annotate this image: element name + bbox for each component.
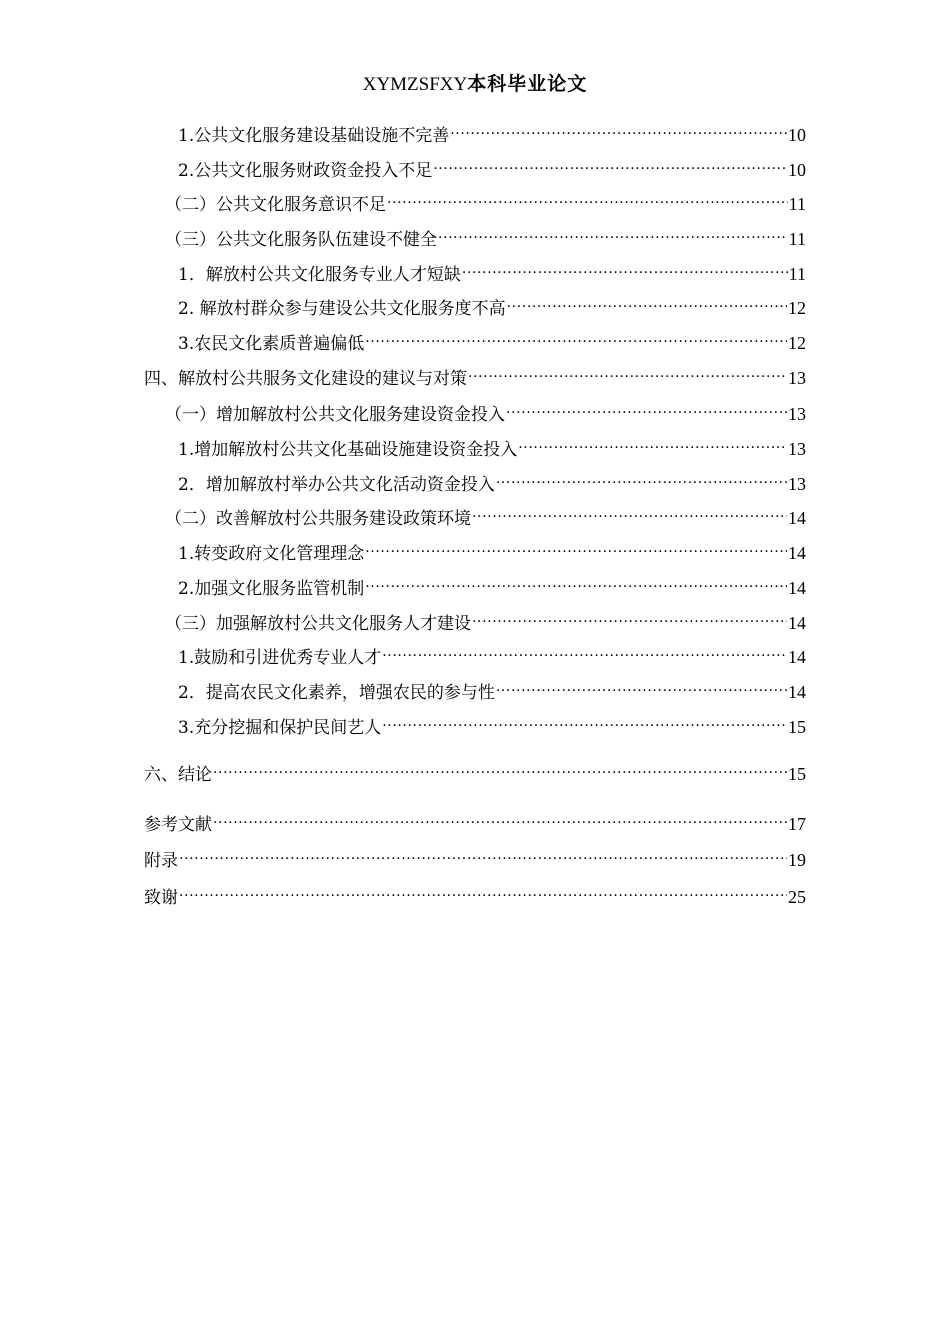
toc-entry-title: 2．提高农民文化素养，增强农民的参与性 bbox=[178, 683, 495, 703]
toc-entry-title: 六、结论 bbox=[144, 765, 212, 785]
toc-entry[interactable] bbox=[178, 290, 806, 321]
toc-entry-title: （一）增加解放村公共文化服务建设资金投入 bbox=[165, 405, 505, 425]
toc-entry[interactable] bbox=[178, 570, 806, 601]
toc-dot-leader bbox=[213, 756, 787, 780]
toc-entry-title: （三）加强解放村公共文化服务人才建设 bbox=[165, 614, 471, 634]
toc-dot-leader bbox=[365, 570, 787, 594]
toc-dot-leader bbox=[462, 256, 788, 280]
toc-entry[interactable] bbox=[144, 879, 806, 910]
toc-entry-title: 四、解放村公共服务文化建设的建议与对策 bbox=[144, 369, 467, 389]
toc-entry[interactable] bbox=[178, 152, 806, 183]
toc-dot-leader bbox=[382, 639, 787, 663]
toc-dot-leader bbox=[496, 466, 787, 490]
toc-dot-leader bbox=[472, 500, 787, 524]
toc-entry[interactable] bbox=[144, 756, 806, 787]
toc-entry[interactable] bbox=[178, 639, 806, 670]
toc-entry[interactable] bbox=[178, 431, 806, 462]
toc-entry[interactable] bbox=[165, 605, 806, 636]
toc-entry[interactable] bbox=[178, 674, 806, 705]
toc-entry-page: 13 bbox=[788, 368, 806, 388]
toc-entry-page: 19 bbox=[788, 850, 806, 870]
toc-entry[interactable] bbox=[178, 709, 806, 740]
toc-entry-page: 11 bbox=[788, 229, 806, 249]
header-code: XYMZSFXY bbox=[362, 74, 468, 95]
toc-entry-page: 14 bbox=[788, 578, 806, 598]
toc-entry-page: 15 bbox=[788, 717, 806, 737]
toc-entry-page: 12 bbox=[788, 333, 806, 353]
toc-entry[interactable] bbox=[178, 325, 806, 356]
toc-entry-title: 2．增加解放村举办公共文化活动资金投入 bbox=[178, 475, 495, 495]
toc-entry-page: 14 bbox=[788, 543, 806, 563]
toc-entry[interactable] bbox=[144, 360, 806, 391]
toc-entry-page: 14 bbox=[788, 613, 806, 633]
toc-entry-title: 1．解放村公共文化服务专业人才短缺 bbox=[178, 265, 461, 285]
toc-entry-title: 参考文献 bbox=[144, 815, 212, 835]
toc-entry-page: 11 bbox=[788, 194, 806, 214]
toc-entry-title: 致谢 bbox=[144, 888, 178, 908]
toc-entry-page: 13 bbox=[788, 439, 806, 459]
toc-dot-leader bbox=[179, 879, 787, 903]
toc-entry-title: 附录 bbox=[144, 851, 178, 871]
toc-entry-title: 2. 解放村群众参与建设公共文化服务度不高 bbox=[178, 299, 506, 319]
toc-entry[interactable] bbox=[165, 186, 806, 217]
toc-entry-page: 14 bbox=[788, 508, 806, 528]
toc-dot-leader bbox=[438, 221, 788, 245]
toc-dot-leader bbox=[433, 152, 787, 176]
toc-dot-leader bbox=[468, 360, 787, 384]
toc-entry[interactable] bbox=[165, 396, 806, 427]
toc-entry-page: 10 bbox=[788, 160, 806, 180]
toc-entry[interactable] bbox=[165, 221, 806, 252]
toc-entry[interactable] bbox=[165, 500, 806, 531]
toc-entry-page: 15 bbox=[788, 764, 806, 784]
toc-dot-leader bbox=[518, 431, 787, 455]
toc-entry-title: 3.农民文化素质普遍偏低 bbox=[178, 334, 365, 354]
toc-entry-title: （三）公共文化服务队伍建设不健全 bbox=[165, 230, 437, 250]
toc-dot-leader bbox=[365, 325, 787, 349]
header-title: 本科毕业论文 bbox=[467, 73, 588, 95]
toc-dot-leader bbox=[506, 396, 787, 420]
toc-entry-title: 1.增加解放村公共文化基础设施建设资金投入 bbox=[178, 440, 518, 460]
toc-entry-page: 17 bbox=[788, 814, 806, 834]
toc-entry-title: 1.公共文化服务建设基础设施不完善 bbox=[178, 126, 450, 146]
toc-entry[interactable] bbox=[178, 466, 806, 497]
toc-dot-leader bbox=[213, 806, 787, 830]
toc-entry[interactable] bbox=[178, 535, 806, 566]
toc-entry-page: 14 bbox=[788, 647, 806, 667]
toc-entry-title: 2.加强文化服务监管机制 bbox=[178, 579, 365, 599]
toc-dot-leader bbox=[496, 674, 787, 698]
toc-dot-leader bbox=[472, 605, 787, 629]
toc-dot-leader bbox=[450, 117, 787, 141]
toc-entry[interactable] bbox=[178, 117, 806, 148]
toc-dot-leader bbox=[365, 535, 787, 559]
toc-entry-title: 3.充分挖掘和保护民间艺人 bbox=[178, 718, 382, 738]
toc-entry-page: 10 bbox=[788, 125, 806, 145]
toc-entry-page: 13 bbox=[788, 404, 806, 424]
toc-entry[interactable] bbox=[144, 842, 806, 873]
toc-entry[interactable] bbox=[178, 256, 806, 287]
toc-entry-title: 1.鼓励和引进优秀专业人才 bbox=[178, 648, 382, 668]
toc-entry-title: （二）改善解放村公共服务建设政策环境 bbox=[165, 509, 471, 529]
toc-entry-title: （二）公共文化服务意识不足 bbox=[165, 195, 386, 215]
toc-entry-title: 1.转变政府文化管理理念 bbox=[178, 544, 365, 564]
toc-entry-page: 12 bbox=[788, 298, 806, 318]
toc-entry-title: 2.公共文化服务财政资金投入不足 bbox=[178, 161, 433, 181]
toc-entry-page: 11 bbox=[788, 264, 806, 284]
toc-dot-leader bbox=[179, 842, 787, 866]
toc-dot-leader bbox=[382, 709, 787, 733]
toc-entry-page: 14 bbox=[788, 682, 806, 702]
toc-dot-leader bbox=[507, 290, 787, 314]
toc-dot-leader bbox=[387, 186, 788, 210]
toc-entry-page: 13 bbox=[788, 474, 806, 494]
toc-entry-page: 25 bbox=[788, 887, 806, 907]
toc-entry[interactable] bbox=[144, 806, 806, 837]
